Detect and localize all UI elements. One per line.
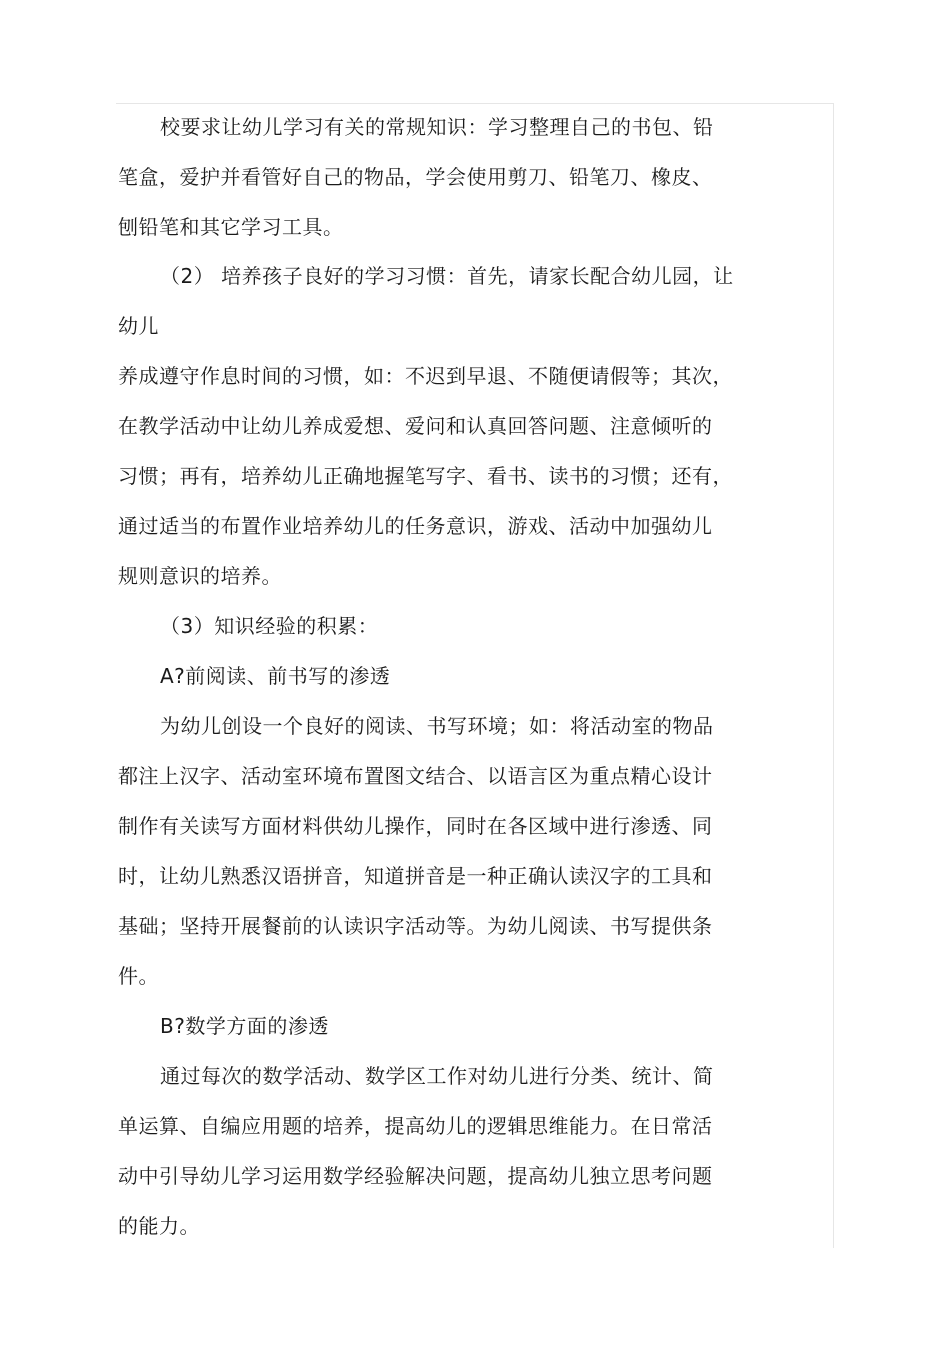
text-line: 动中引导幼儿学习运用数学经验解决问题，提高幼儿独立思考问题 xyxy=(118,1164,713,1188)
text-line: （2） 培养孩子良好的学习习惯：首先，请家长配合幼儿园，让 xyxy=(160,264,734,288)
text-line: 都注上汉字、活动室环境布置图文结合、以语言区为重点精心设计 xyxy=(118,764,713,788)
text-line: 单运算、自编应用题的培养，提高幼儿的逻辑思维能力。在日常活 xyxy=(118,1114,713,1138)
text-line: 基础；坚持开展餐前的认读识字活动等。为幼儿阅读、书写提供条 xyxy=(118,914,713,938)
text-line: 笔盒，爱护并看管好自己的物品，学会使用剪刀、铅笔刀、橡皮、 xyxy=(118,165,713,189)
text-line: 刨铅笔和其它学习工具。 xyxy=(118,215,344,239)
text-line: （3）知识经验的积累： xyxy=(160,614,379,638)
page-top-rule xyxy=(116,103,834,104)
text-line: 校要求让幼儿学习有关的常规知识：学习整理自己的书包、铅 xyxy=(160,115,714,139)
text-line: 为幼儿创设一个良好的阅读、书写环境；如：将活动室的物品 xyxy=(160,714,714,738)
text-line: B?数学方面的渗透 xyxy=(160,1014,329,1038)
text-line: 制作有关读写方面材料供幼儿操作，同时在各区域中进行渗透、同 xyxy=(118,814,713,838)
text-line: 件。 xyxy=(118,964,159,988)
text-line: 规则意识的培养。 xyxy=(118,564,282,588)
text-line: 通过每次的数学活动、数学区工作对幼儿进行分类、统计、简 xyxy=(160,1064,714,1088)
text-line: 养成遵守作息时间的习惯，如：不迟到早退、不随便请假等；其次， xyxy=(118,364,733,388)
text-line: A?前阅读、前书写的渗透 xyxy=(160,664,391,688)
text-line: 时，让幼儿熟悉汉语拼音，知道拼音是一种正确认读汉字的工具和 xyxy=(118,864,713,888)
text-line: 的能力。 xyxy=(118,1214,200,1238)
text-line: 幼儿 xyxy=(118,314,159,338)
text-line: 习惯；再有，培养幼儿正确地握笔写字、看书、读书的习惯；还有， xyxy=(118,464,733,488)
text-line: 通过适当的布置作业培养幼儿的任务意识，游戏、活动中加强幼儿 xyxy=(118,514,713,538)
page-right-rule xyxy=(833,103,834,1248)
text-line: 在教学活动中让幼儿养成爱想、爱问和认真回答问题、注意倾听的 xyxy=(118,414,713,438)
